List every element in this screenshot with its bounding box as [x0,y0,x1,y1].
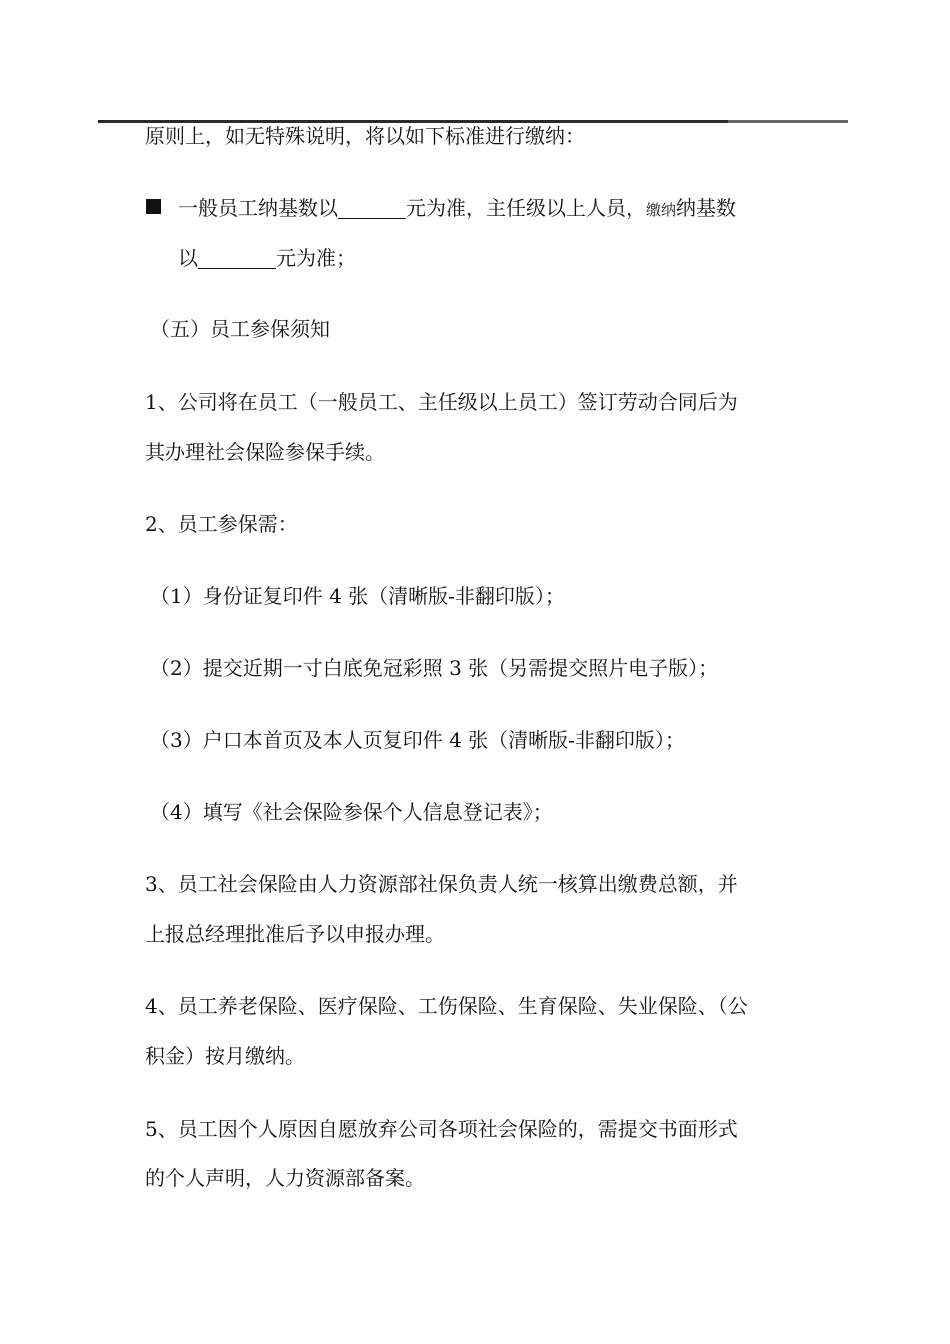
sub-item-4: （4）填写《社会保险参保个人信息登记表》； [150,800,553,824]
blank-field-2 [198,244,276,269]
bullet-text-c: 纳基数 [676,196,737,220]
item1-line2: 其办理社会保险参保手续。 [145,440,385,464]
intro-text: 原则上，如无特殊说明，将以如下标准进行缴纳： [145,124,585,148]
section-title: （五）员工参保须知 [150,317,330,341]
bullet-text-small: 缴纳 [646,201,677,219]
bullet-line-1 [178,182,736,236]
bullet-text-d: 以 [178,246,198,270]
sub-item-1: （1）身份证复印件 4 张（清晰版-非翻印版）； [150,584,565,608]
item3-line1: 3、员工社会保险由人力资源部社保负责人统一核算出缴费总额，并 [145,872,738,896]
item4-line1: 4、员工养老保险、医疗保险、工伤保险、生育保险、失业保险、（公 [145,994,748,1018]
item5-line1: 5、员工因个人原因自愿放弃公司各项社会保险的，需提交书面形式 [145,1117,738,1141]
item2-text: 2、员工参保需： [145,512,298,536]
sub-item-2: （2）提交近期一寸白底免冠彩照 3 张（另需提交照片电子版）； [150,656,719,680]
bullet-text-b: 元为准，主任级以上人员， [406,196,646,220]
item3-line2: 上报总经理批准后予以申报办理。 [145,922,445,946]
bullet-square-icon [146,199,161,214]
item1-line1: 1、公司将在员工（一般员工、主任级以上员工）签订劳动合同后为 [145,390,738,414]
sub-item-3: （3）户口本首页及本人页复印件 4 张（清晰版-非翻印版）； [150,728,685,752]
bullet-line-2 [178,232,356,284]
item5-line2: 的个人声明，人力资源部备案。 [145,1166,425,1190]
item4-line2: 积金）按月缴纳。 [145,1044,305,1068]
blank-field-1 [338,194,406,219]
bullet-text-a: 一般员工纳基数以 [178,196,338,220]
bullet-text-e: 元为准； [276,246,356,270]
